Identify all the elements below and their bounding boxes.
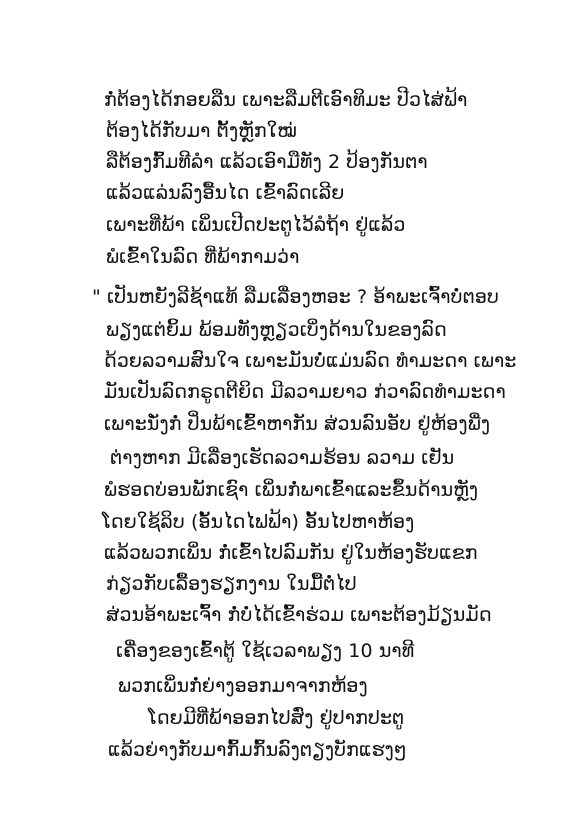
text-line-10: ມັນເປັນລົດກຣູດຕີຍິດ ມີລວາມຍາວ ກ່ວາລົດທຳມະດາ [104,381,506,403]
text-line-19: ພວກເພິ່ນກໍ່ຍ່າງອອກມາຈາກຫ້ອງ [118,675,368,697]
text-line-14: ໂດຍໃຊ້ລິບ (ອັ້ນໄດໄຟຟ້າ) ອັ້ນໄປຫາຫ້ອງ [102,511,415,533]
text-line-3: ລືຕ້ອງກົ້ມທີລຳ ແລ້ວເອົາມືທັງ 2 ປ້ອງກັນຕາ [106,151,428,173]
text-line-11: ເພາະນັ່ງກໍ່ ປິ່ນພ້າເຂົ້າຫາກັນ ສ່ວນລົນອັບ ຢູ່ຫ້ອງພື່ງ [104,413,491,435]
text-line-4: ແລ້ວແລ່ນລົງອື້ນໄດ ເຂົ້າລົດເລີຍ [106,182,345,204]
text-line-7: " ເປັນຫຍັງລີຊ້າແທ້ ລືມເລື່ອງຫອະ ? ອ້າພະເຈົ້າບໍ່ຕອບ [92,286,499,308]
text-line-6: ພໍເຂົ້າໃນລົດ ທີ່ພ້າກາມວ່າ [106,246,300,268]
text-line-13: ພໍຮອດບ່ອນພັກເຊົາ ເພິ່ນກໍ່ພາເຂົ້າແລະຂຶ້ນດ້ານຫຼັງ [104,479,479,501]
text-line-21: ແລ້ວຍ່າງກັບມາກົ້ມກົ້ນລົງຕຽງບັກແຮງໆ [108,739,407,761]
text-line-15: ແລ້ວພວກເພິ່ນ ກໍ່ເຂົ້າໄປລົມກັນ ຢູ່ໃນຫ້ອງຮັບແຂກ [104,542,478,564]
text-line-9: ດ້ວຍລວາມສົນໃຈ ເພາະມັນບໍ່ແມ່ນລົດ ທຳມະດາ ເພາະ [104,350,517,372]
text-line-5: ເພາະທີ່ພ້າ ເພິ່ນເປີດປະຕູໄວ້ລໍຖ້າ ຢູ່ແລ້ວ [106,214,406,236]
text-line-1: ກໍ່ຕ້ອງໄດ້ກອຍລືນ ເພາະລືມຕີເອົາທິມະ ປີວໄສ່ຟ້າ [104,89,468,111]
text-line-17: ສ່ວນອ້າພະເຈົ້າ ກໍ່ບໍ່ໄດ້ເຂົ້າຮ່ວມ ເພາະຕ້ອງມ້ຽນມັດ [106,604,492,626]
text-line-8: ພຽງແຕ່ຍິ້ມ ພ້ອມທັງຫຼຽວເບິ່ງດ້ານໃນຂອງລົດ [106,319,447,341]
text-line-20: ໂດຍມີທີ່ພ້າອອກໄປສົ່ງ ຢູ່ປາກປະຕູ [148,707,405,729]
text-line-2: ຕ້ອງໄດ້ກັບມາ ຕັ້ງຫຼັກໃໝ່ [106,120,297,142]
text-line-12: ຕ່າງຫາກ ມີເລື່ອງເຮັດລວາມຮ້ອນ ລວາມ ເຢັນ [110,447,455,469]
text-line-18: ເຄື່ອງຂອງເຂົ້າຕູ້ ໃຊ້ເວລາພຽງ 10 ນາທີ [116,640,415,662]
text-line-16: ກ່ຽວກັບເລື້ອງຮຽກງານ ໃນມື້ຕໍ່ໄປ [106,573,357,595]
